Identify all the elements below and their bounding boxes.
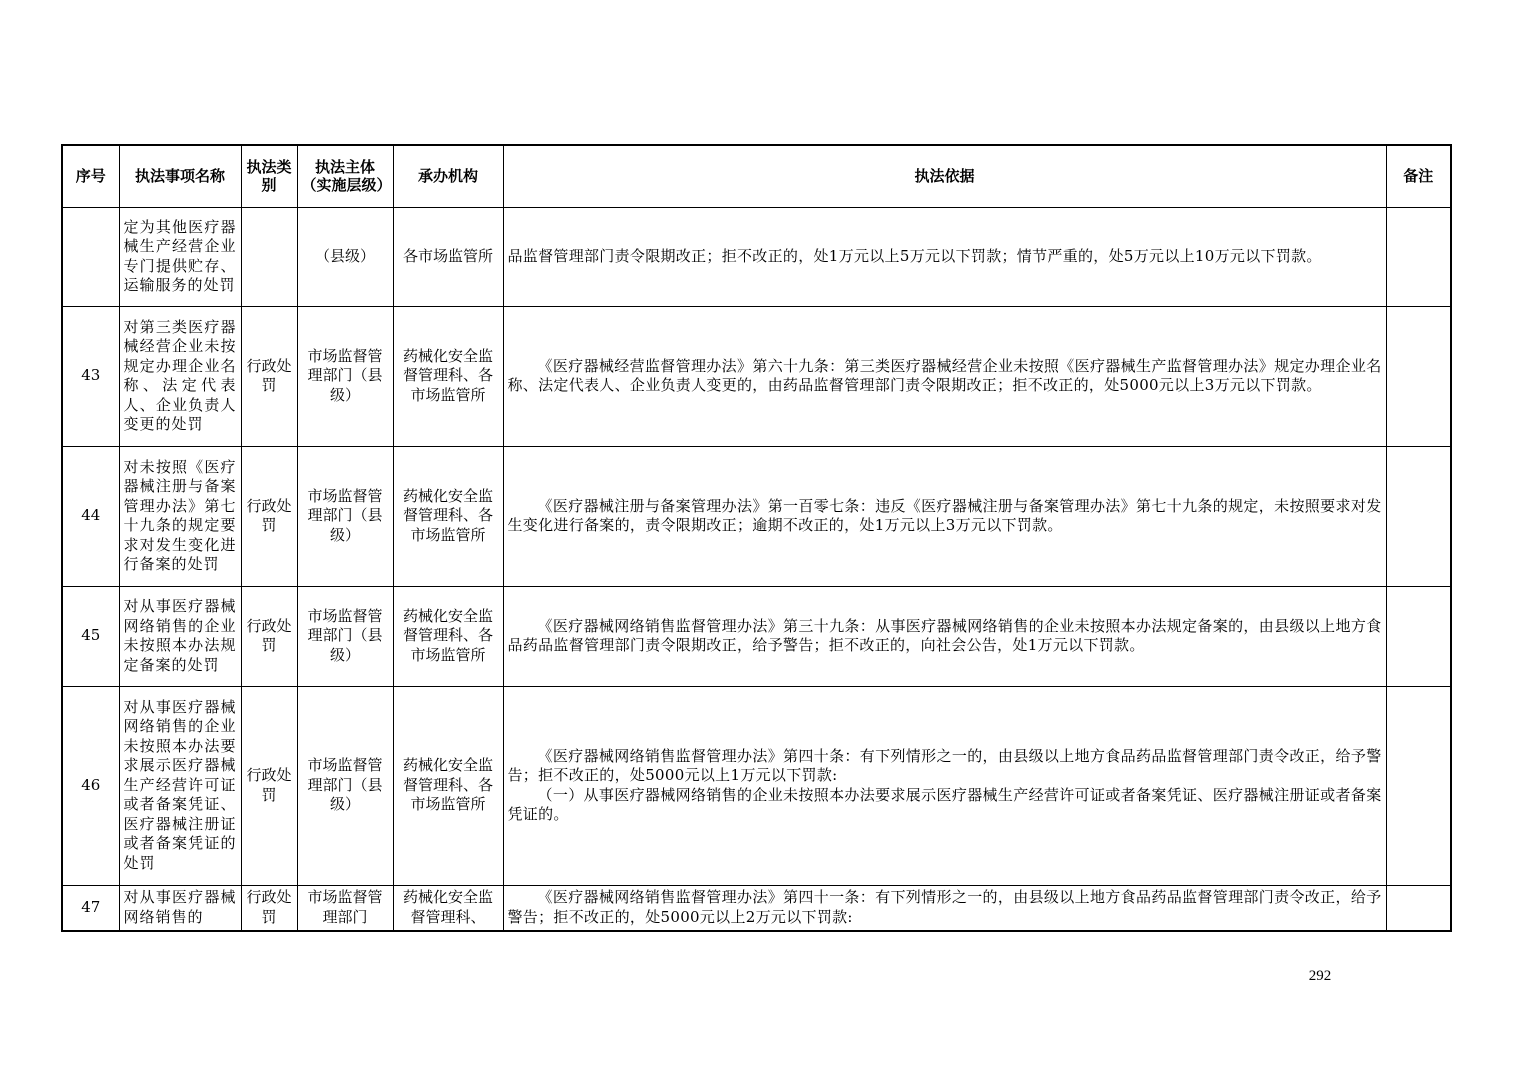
cell-subject: 市场监督管理部门（县级） [297,306,393,446]
table-row [62,686,1451,885]
cell-office: 药械化安全监督管理科、各市场监管所 [393,586,503,686]
cell-subject: 市场监督管理部门（县级） [297,586,393,686]
cell-subject: 市场监督管理部门（县级） [297,446,393,586]
enforcement-table [61,144,1452,932]
cell-note [1386,446,1451,586]
basis-paragraph: 《医疗器械注册与备案管理办法》第一百零七条：违反《医疗器械注册与备案管理办法》第七十九条的规定，未按照要求对发生变化进行备案的，责令限期改正；逾期不改正的，处1万元以上3万元以下罚款。 [507,496,1382,534]
header-seq: 序号 [62,145,119,207]
basis-paragraph: （一）从事医疗器械网络销售的企业未按照本办法要求展示医疗器械生产经营许可证或者备案凭证、医疗器械注册证或者备案凭证的。 [507,785,1382,823]
basis-paragraph: 《医疗器械网络销售监督管理办法》第四十条：有下列情形之一的，由县级以上地方食品药品监督管理部门责令改正，给予警告；拒不改正的，处5000元以上1万元以下罚款: [507,746,1382,784]
table-row [62,306,1451,446]
cell-office: 各市场监管所 [393,207,503,306]
table-row [62,446,1451,586]
cell-name: 对从事医疗器械网络销售的企业未按照本办法规定备案的处罚 [119,586,241,686]
basis-paragraph: 《医疗器械经营监督管理办法》第六十九条：第三类医疗器械经营企业未按照《医疗器械生产监督管理办法》规定办理企业名称、法定代表人、企业负责人变更的，由药品监督管理部门责令限期改正；拒不改正的，处5000元以上3万元以下罚款。 [507,356,1382,394]
header-subject: 执法主体（实施层级） [297,145,393,207]
cell-basis [503,446,1386,586]
table-row [62,207,1451,306]
cell-category: 行政处罚 [241,306,297,446]
header-name: 执法事项名称 [119,145,241,207]
cell-seq [62,207,119,306]
cell-note [1386,686,1451,885]
basis-paragraph: 品监督管理部门责令限期改正；拒不改正的，处1万元以上5万元以下罚款；情节严重的，处5万元以上10万元以下罚款。 [507,246,1322,265]
table-header-row [62,145,1451,207]
cell-seq: 47 [62,885,119,931]
table-row [62,885,1451,931]
header-basis: 执法依据 [503,145,1386,207]
cell-category: 行政处罚 [241,885,297,931]
table-row [62,586,1451,686]
cell-seq: 46 [62,686,119,885]
cell-seq: 43 [62,306,119,446]
basis-paragraph: 《医疗器械网络销售监督管理办法》第三十九条：从事医疗器械网络销售的企业未按照本办法规定备案的，由县级以上地方食品药品监督管理部门责令限期改正，给予警告；拒不改正的，向社会公告，处1万元以下罚款。 [507,616,1382,654]
cell-name: 对第三类医疗器械经营企业未按规定办理企业名称、法定代表人、企业负责人变更的处罚 [119,306,241,446]
cell-seq: 45 [62,586,119,686]
cell-name: 对从事医疗器械网络销售的企业未按照本办法要求展示医疗器械生产经营许可证或者备案凭证、医疗器械注册证或者备案凭证的处罚 [119,686,241,885]
cell-office: 药械化安全监督管理科、各市场监管所 [393,686,503,885]
cell-subject: 市场监督管理部门 [297,885,393,931]
header-category: 执法类别 [241,145,297,207]
cell-note [1386,586,1451,686]
cell-note [1386,306,1451,446]
cell-basis [503,586,1386,686]
basis-paragraph: 《医疗器械网络销售监督管理办法》第四十一条：有下列情形之一的，由县级以上地方食品药品监督管理部门责令改正，给予警告；拒不改正的，处5000元以上2万元以下罚款: [507,888,1382,926]
cell-category: 行政处罚 [241,446,297,586]
cell-basis [503,306,1386,446]
header-office: 承办机构 [393,145,503,207]
cell-note [1386,207,1451,306]
cell-subject: 市场监督管理部门（县级） [297,686,393,885]
cell-name: 定为其他医疗器械生产经营企业专门提供贮存、运输服务的处罚 [119,207,241,306]
cell-office: 药械化安全监督管理科、 [393,885,503,931]
cell-office: 药械化安全监督管理科、各市场监管所 [393,446,503,586]
header-note: 备注 [1386,145,1451,207]
cell-name: 对从事医疗器械网络销售的 [119,885,241,931]
cell-category [241,207,297,306]
cell-category: 行政处罚 [241,586,297,686]
cell-subject: （县级） [297,207,393,306]
cell-name: 对未按照《医疗器械注册与备案管理办法》第七十九条的规定要求对发生变化进行备案的处罚 [119,446,241,586]
cell-seq: 44 [62,446,119,586]
cell-note [1386,885,1451,931]
cell-basis [503,207,1386,306]
cell-category: 行政处罚 [241,686,297,885]
cell-basis [503,686,1386,885]
cell-office: 药械化安全监督管理科、各市场监管所 [393,306,503,446]
cell-basis [503,885,1386,931]
page-number: 292 [1308,968,1332,984]
